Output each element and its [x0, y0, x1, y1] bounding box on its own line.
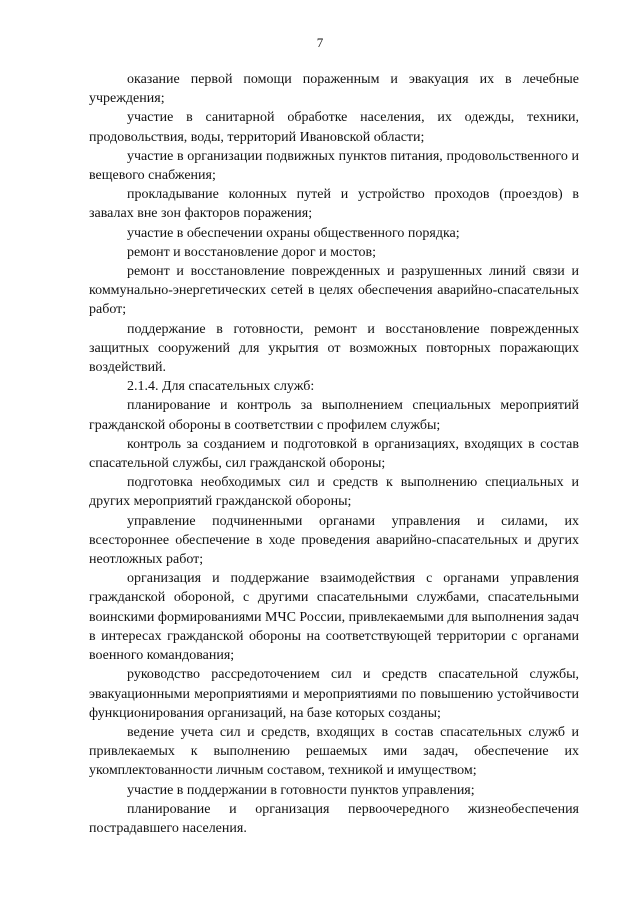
- paragraph: планирование и контроль за выполнением специальных мероприятий гражданской обороны в соответствии с профилем службы;: [89, 398, 579, 433]
- paragraph: участие в организации подвижных пунктов питания, продовольственного и вещевого снабжения;: [89, 148, 579, 184]
- paragraph: контроль за созданием и подготовкой в организациях, входящих в состав спасательной службы, сил гражданской обороны;: [89, 436, 579, 472]
- paragraph: ремонт и восстановление поврежденных и разрушенных линий связи и коммунально-энергетических сетей в целях обеспечения аварийно-спасательных работ;: [89, 264, 579, 318]
- paragraph: подготовка необходимых сил и средств к выполнению специальных и других мероприятий гражданской обороны;: [89, 475, 579, 510]
- paragraph: поддержание в готовности, ремонт и восстановление поврежденных защитных сооружений для укрытия от возможных повторных поражающих воздействий.: [89, 321, 579, 376]
- paragraph: участие в санитарной обработке населения, их одежды, техники, продовольствия, воды, территорий Ивановской области;: [89, 110, 579, 145]
- paragraph: планирование и организация первоочередного жизнеобеспечения пострадавшего населения.: [89, 801, 579, 836]
- section-heading: 2.1.4. Для спасательных служб:: [127, 379, 315, 395]
- paragraph: ремонт и восстановление дорог и мостов;: [127, 244, 376, 260]
- paragraph: руководство рассредоточением сил и средств спасательной службы, эвакуационными мероприятиями и мероприятиями по повышению устойчивости функционирования организаций, на базе которых созданы;: [89, 667, 579, 721]
- document-body: [89, 70, 579, 838]
- paragraph: участие в обеспечении охраны общественного порядка;: [127, 225, 460, 241]
- paragraph: управление подчиненными органами управления и силами, их всестороннее обеспечение в ходе проведения аварийно-спасательных и других неотложных работ;: [89, 513, 579, 568]
- paragraph: организация и поддержание взаимодействия с органами управления гражданской обороной, с другими спасательными службами, спасательными воинскими формированиями МЧС России, привлекаемыми для выполнения задач в интересах гражданской обороны на соответствующей территории с органами военного командования;: [89, 571, 579, 664]
- page-number: 7: [316, 35, 324, 50]
- paragraph: прокладывание колонных путей и устройство проходов (проездов) в завалах вне зон факторов поражения;: [89, 187, 579, 222]
- paragraph: участие в поддержании в готовности пунктов управления;: [127, 782, 475, 798]
- paragraph: оказание первой помощи пораженным и эвакуация их в лечебные учреждения;: [89, 72, 579, 107]
- paragraph: ведение учета сил и средств, входящих в состав спасательных служб и привлекаемых к выполнению решаемых ими задач, обеспечение их укомплектованности личным составом, техникой и имуществом;: [89, 724, 579, 779]
